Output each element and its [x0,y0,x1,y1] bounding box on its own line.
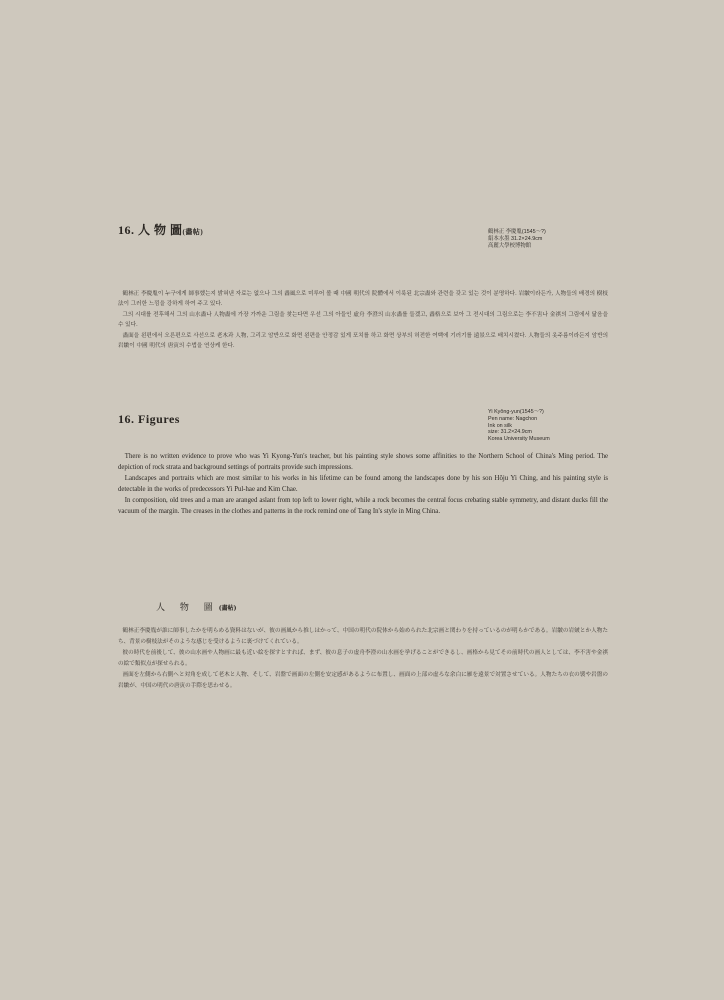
japanese-title-text: 人 物 圖 [156,603,219,613]
korean-medium-line: 絹本水墨 31.2×24.9cm [488,235,543,242]
korean-paragraph: 畵面을 왼편에서 오른편으로 사선으로 老木과 人物, 그리고 암반으로 화면 왼편을 안정감 있게 포치를 하고 화면 상부의 허전한 여백에 기러기를 遠景으로 배치시켰다. 人物들의 옷주름이라든지 암반의 岩皺이 中國 明代의 唐寅의 수법을 연상케 한다. [118,332,608,350]
japanese-body [118,626,608,692]
japanese-section [118,600,608,692]
korean-title [118,221,203,238]
korean-section [118,221,608,351]
english-collection-line: Korea University Museum [488,436,550,443]
english-heading-row [118,407,608,451]
japanese-title-note: (畵帖) [218,605,237,612]
japanese-paragraph: 彼の時代を前後して、彼の山水画や人物画に最も近い絵を探すとすれば、まず、彼の息子の虚舟李澄の山水画を挙げることができるし、画格から見てその前時代の画人としては、李不害や金祺の絵で類似点が探せられる。 [118,650,608,667]
korean-heading-row [118,221,608,265]
english-paragraph: Landscapes and portraits which are most similar to his works in his lifetime can be found among the landscapes done by his son Hŏju Yi Ching, and his painting style is detectable in the works of predecessors Yi Pul-hae and Kim Chae. [118,475,608,493]
english-size-line: size: 31.2×24.9cm [488,429,532,436]
english-paragraph: In composition, old trees and a man are aranged aslant from top left to lower right, while a rock becomes the central focus crebating stable symmetry, and distant ducks fill the vacuum of the margin. The creases in the clothes and patterns in the rock remind one of Tang In's style in Ming China. [118,497,608,515]
english-section [118,407,608,517]
english-paragraph: There is no written evidence to prove who was Yi Kyong-Yun's teacher, but his painting style shows some affinities to the Northern School of China's Ming period. The depiction of rock strata and background settings of portraits provide such impressions. [118,453,608,471]
korean-artwork-info [488,229,546,249]
korean-paragraph: 그의 시대를 전후해서 그의 山水畵나 人物畵에 가장 가까운 그림을 찾는다면 우선 그의 아들인 虛舟 李澄의 山水畵를 들겠고, 畵格으로 보아 그 전시대의 그림으로는 李不害나 金祺의 그림에서 닮음을 수 있다. [118,311,608,329]
english-artist-line: Yi Kyŏng-yun(1545～?) [488,409,544,415]
korean-artist-line: 鶴林正 李慶胤(1545～?) [488,229,546,235]
english-artwork-info [488,409,550,443]
korean-paragraph: 鶴林正 李慶胤이 누구에게 師事했는지 밝혀낸 자료는 없으나 그의 畵風으로 미루어 볼 때 中國 明代의 院體에서 이룩된 北宗畵와 관련을 갖고 있는 것이 분명하다. 岩皺이라든가, 人物들의 배경의 樹枝法이 그러한 느낌을 강하게 하여 주고 있다. [118,291,608,308]
korean-collection-line: 高麗大學校博物館 [488,242,532,249]
korean-title-text: 16. 人 物 圖 [118,223,183,237]
korean-title-note: (畵帖) [182,228,204,236]
japanese-paragraph: 画面を左側から右側へと対角を成して老木と人物、そして、岩盤で画面の左側を安定感があるように布置し、画面の上部の虚ろな余白に雁を遠景で対置させている。人物たちの衣の襞や岩盤の岩皺が、中国の明代の唐寅の手際を思わせる。 [118,672,609,689]
korean-body [118,289,608,351]
japanese-heading-row [118,600,608,626]
japanese-title [156,600,236,613]
english-pen-name-line: Pen name: Nagchon [488,415,538,422]
english-title: 16. Figures [118,412,180,426]
japanese-paragraph: 鶴林正李慶胤が誰に師事したかを明らめる資料はないが、彼の画風から推しはかって、中国の明代の院体から始められた北宗画と関わりを持っているのが明らかである。岩皺の岩皴とか人物たち、背景の樹枝法がそのような感じを受けるように裏づけてくれている。 [118,628,608,645]
english-body [118,451,608,517]
english-medium-line: Ink on silk [488,422,512,429]
